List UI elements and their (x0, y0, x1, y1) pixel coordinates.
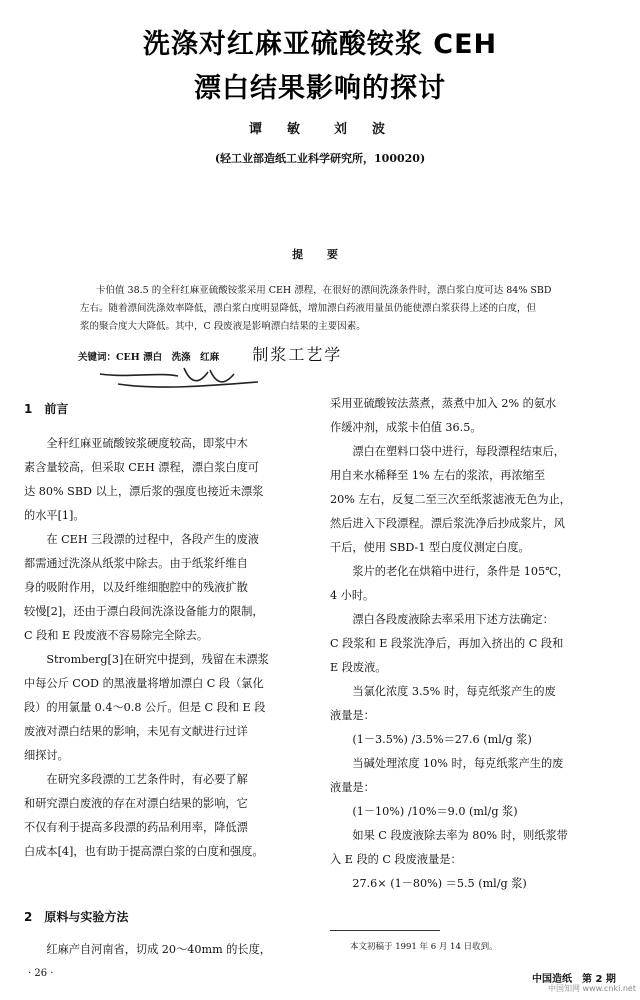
footnote-rule (330, 930, 440, 931)
left-column-body (24, 432, 269, 864)
page-number: · 26 · (28, 968, 54, 979)
left-line: 不仅有利于提高多段漂的药品利用率，降低漂 (24, 821, 248, 834)
left-line: 都需通过洗涤从纸浆中除去。由于纸浆纤维自 (24, 557, 248, 570)
right-line: 然后进入下段漂程。漂后浆洗净后抄成浆片，风 (330, 517, 565, 530)
abstract-heading: 提 要 (292, 248, 348, 261)
right-line: 漂白在塑料口袋中进行，每段漂程结束后， (330, 445, 565, 458)
author-1: 谭 敏 (248, 122, 306, 137)
right-line: 如果 C 段废液除去率为 80% 时，则纸浆带 (330, 829, 568, 842)
keywords-text: 关键词：CEH 漂白 洗涤 红麻 (78, 352, 220, 363)
right-line: 用自来水稀释至 1% 左右的浆浓，再浓缩至 (330, 469, 546, 482)
right-line: 干后，使用 SBD-1 型白度仪测定白度。 (330, 541, 530, 554)
abstract-line-3: 浆的聚合度大大降低。其中，C 段废液是影响漂白结果的主要因素。 (80, 321, 366, 332)
left-line: 和研究漂白废液的存在对漂白结果的影响，它 (24, 797, 248, 810)
section-2-heading: 2 原料与实验方法 (24, 910, 129, 924)
right-line: E 段废液。 (330, 661, 387, 674)
right-line: 当氯化浓度 3.5% 时，每克纸浆产生的废 (330, 685, 556, 698)
left-line: 段）的用氯量 0.4～0.8 公斤。但是 C 段和 E 段 (24, 701, 266, 714)
footnote: 本文初稿于 1991 年 6 月 14 日收到。 (350, 942, 498, 952)
paper-title-line-2: 漂白结果影响的探讨 (194, 73, 446, 104)
right-line: 采用亚硫酸铵法蒸煮，蒸煮中加入 2% 的氨水 (330, 397, 557, 410)
right-line: (1－3.5%) /3.5%＝27.6 (ml/g 浆) (330, 733, 532, 746)
left-line: 在 CEH 三段漂的过程中，各段产生的废液 (24, 533, 259, 546)
right-line: 当碱处理浓度 10% 时，每克纸浆产生的废 (330, 757, 564, 770)
right-line: 漂白各段废液除去率采用下述方法确定： (330, 613, 554, 626)
journal-info: 中国造纸 第 2 期 (532, 974, 616, 985)
right-line: 液量是： (330, 709, 375, 722)
paper-title-line-1: 洗涤对红麻亚硫酸铵浆 CEH (142, 29, 498, 60)
right-line: 20% 左右，反复二至三次至纸浆滤液无色为止， (330, 493, 571, 506)
handwritten-underline-scribble (98, 362, 298, 392)
right-line: 4 小时。 (330, 589, 375, 602)
left-line: 较慢[2]，还由于漂白段间洗涤设备能力的限制， (24, 605, 264, 618)
left-line: 在研究多段漂的工艺条件时，有必要了解 (24, 773, 248, 786)
right-line: 27.6× (1－80%) ＝5.5 (ml/g 浆) (330, 877, 527, 890)
left-line: C 段和 E 段废液不容易除完全除去。 (24, 629, 209, 642)
watermark: 中国知网 www.cnki.net (548, 984, 636, 993)
left-line: 的水平[1]。 (24, 509, 85, 522)
affiliation: (轻工业部造纸工业科学研究所，100020) (214, 152, 426, 165)
left-line: 中每公斤 COD 的黑液量将增加漂白 C 段（氯化 (24, 677, 264, 690)
left-line: 细探讨。 (24, 749, 69, 762)
left-line: 素含量较高，但采取 CEH 漂程，漂白浆白度可 (24, 461, 259, 474)
left-line: 废液对漂白结果的影响，未见有文献进行过详 (24, 725, 248, 738)
left-line: 达 80% SBD 以上，漂后浆的强度也接近未漂浆 (24, 485, 264, 498)
abstract-line-1: 卡伯值 38.5 的全秆红麻亚硫酸铵浆采用 CEH 漂程，在很好的漂间洗涤条件时，漂白浆白度可达 84% SBD (96, 285, 552, 296)
right-line: (1－10%) /10%＝9.0 (ml/g 浆) (330, 805, 518, 818)
abstract-line-2: 左右。随着漂间洗涤效率降低，漂白浆白度明显降低，增加漂白药液用量虽仍能使漂白浆获得上述的白度，但 (80, 303, 537, 314)
left-line: 身的吸附作用，以及纤维细胞腔中的残液扩散 (24, 581, 248, 594)
left-line: 全秆红麻亚硫酸铵浆硬度较高，即浆中木 (24, 437, 248, 450)
handwritten-note: 制浆工艺学 (252, 345, 343, 364)
right-column-body (330, 392, 571, 896)
left-line: 白成本[4]，也有助于提高漂白浆的白度和强度。 (24, 845, 264, 858)
left-line: Stromberg[3]在研究中提到，残留在未漂浆 (24, 653, 269, 666)
left-last-line: 红麻产自河南省，切成 20～40mm 的长度， (24, 943, 271, 956)
right-line: 浆片的老化在烘箱中进行，条件是 105℃， (330, 565, 569, 578)
authors (0, 118, 640, 137)
right-line: 入 E 段的 C 段废液量是： (330, 853, 462, 866)
section-1-heading: 1 前言 (24, 402, 69, 416)
right-line: 作缓冲剂，成浆卡伯值 36.5。 (330, 421, 482, 434)
right-line: 液量是： (330, 781, 375, 794)
right-line: C 段浆和 E 段浆洗净后，再加入挤出的 C 段和 (330, 637, 564, 650)
author-2: 刘 波 (334, 122, 392, 137)
